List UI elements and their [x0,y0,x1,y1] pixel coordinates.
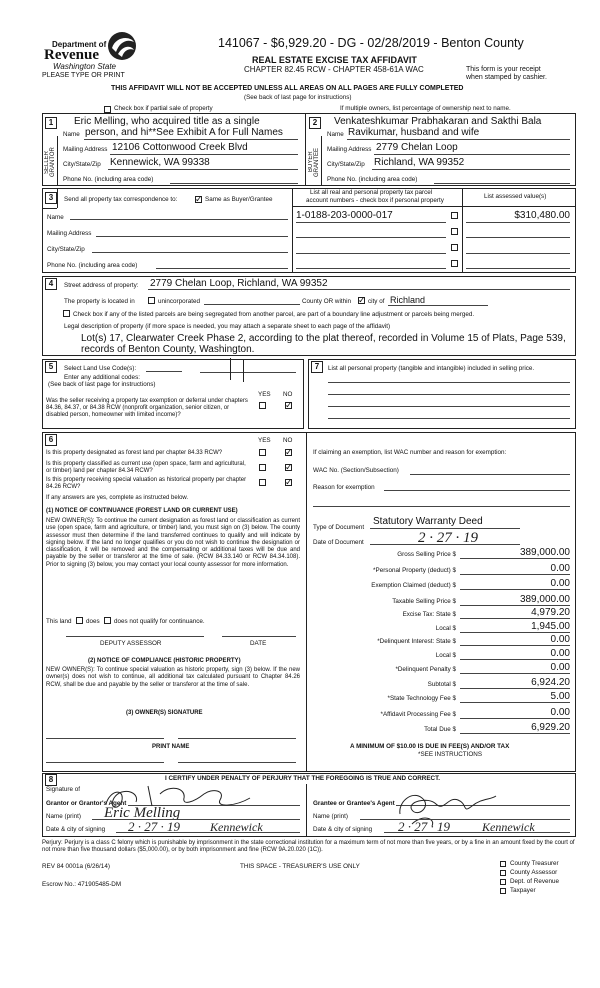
personal-property-checkbox-1[interactable] [451,212,458,219]
calc-row-label: *Personal Property (deduct) $ [373,567,456,574]
notice-compliance-title: (2) NOTICE OF COMPLIANCE (HISTORIC PROPERTY) [88,658,241,664]
personal-property-label: List all personal property (tangible and intangible) included in selling price. [328,365,535,372]
parcel-number-1[interactable]: 1-0188-203-0000-017 [296,210,393,221]
owner-signature-field-1[interactable] [46,738,164,739]
personal-property-checkbox-3[interactable] [451,244,458,251]
exemption-reason-field-1[interactable] [384,490,570,491]
legal-description-label: Legal description of property (if more space is needed, you may attach a separate sheet to each page of the affidavit) [64,323,391,330]
calc-row-value[interactable]: 0.00 [550,707,570,718]
minimum-fee-note: A MINIMUM OF $10.00 IS DUE IN FEE(S) AND/OR TAX [350,743,510,750]
historic-yes[interactable] [259,479,266,486]
section-5-number: 5 [45,361,57,373]
calc-row-value[interactable]: 389,000.00 [519,594,570,605]
copy-label: County Treasurer [510,860,559,867]
forest-land-no-check-icon: ✓ [285,447,293,457]
logo-dept: Department of [52,40,107,49]
personal-property-checkbox-2[interactable] [451,228,458,235]
calc-row-value[interactable]: 0.00 [550,662,570,673]
personal-property-field-4[interactable] [328,418,570,419]
assessed-value-3[interactable] [466,253,570,254]
section-2-number: 2 [309,117,321,129]
section3-name-field[interactable] [70,219,288,220]
seller-exemption-no-check-icon: ✓ [285,400,293,410]
calc-row-value[interactable]: 0.00 [550,634,570,645]
parcel-number-3[interactable] [296,253,446,254]
calc-row-label: Local $ [435,625,456,632]
calc-row-label: Exemption Claimed (deduct) $ [371,582,456,589]
warning-sub: (See back of last page for instructions) [244,94,352,101]
perjury-statement: Perjury: Perjury is a class C felony which is punishable by imprisonment in the state correctional institution for a maximum term of not more than five years, or by a fine in an amount fixed by the court of not more than five thousand dollars ($5,000.00), or by both imprisonment and fine (RCW 9A.20.020 (1C)). [42,840,575,854]
grantor-city-field[interactable]: Kennewick [210,820,263,834]
owner-print-name-field-1[interactable] [46,762,164,763]
historic-no-check-icon: ✓ [285,477,293,487]
copy-checkbox[interactable] [500,861,506,867]
personal-property-field-2[interactable] [328,394,570,395]
personal-property-field-1[interactable] [328,382,570,383]
calc-row-label: Total Due $ [424,726,456,733]
seller-phone-field[interactable] [170,183,298,184]
notice-continuance-body: NEW OWNER(S): To continue the current designation as forest land or classification as current use (open space, farm and agriculture, or timber) land, you must sign on (3) below. The county assessor must then determine if the land transferred continues to qualify and will indicate by signing below. If the land no longer qualifies or you do not wish to continue the designation or classification, it will be removed and the compensating or additional taxes will be due and payable by the seller or transferor at the time of sale. (RCW 84.33.140 or RCW 84.34.108). Prior to signing (3) below, you may contact your local county assessor for more information. [46,518,300,568]
land-use-label: Select Land Use Code(s): [64,365,137,372]
calc-row-value[interactable]: 389,000.00 [519,547,570,558]
calc-row-value[interactable]: 0.00 [550,578,570,589]
document-type-field[interactable]: Statutory Warranty Deed [373,516,483,527]
form-chapter: CHAPTER 82.45 RCW - CHAPTER 458-61A WAC [244,65,424,74]
seller-side-label: SELLER GRANTOR [44,147,56,177]
parcel-header-2: account numbers - check box if personal property [306,197,444,204]
escrow-number: Escrow No.: 471905485-DM [42,881,122,888]
copy-checkbox[interactable] [500,870,506,876]
copy-label: County Assessor [510,869,558,876]
buyer-city-field[interactable]: Richland, WA 99352 [374,157,465,168]
multiple-owners-note: If multiple owners, list percentage of ownership next to name. [340,105,511,112]
affidavit-page: Department of Revenue Washington State PLEASE TYPE OR PRINT 141067 - $6,929.20 - DG - 02/28/2019 - Benton County REAL ESTATE EXCISE TAX AFFIDAVIT CHAPTER 82.45 RCW - CHAPTER 458-61A WAC This form is your receipt when stamped by cashier. THIS AFFIDAVIT WILL NOT BE ACCEPTED UNLESS ALL AREAS ON ALL PAGES ARE FULLY COMPLETED (See back of last page for instructions) Check box if partial sale of property If multiple owners, list percentage of ownership next to name. 1 SELLER GRANTOR Eric Melling, who acquired title as a single Name person, and hi**See Exhibit A for Full Names Mailing Address 12106 Cottonwood Creek Blvd City/State/Zip Kennewick, WA 99338 Phone No. (including area code) 2 BUYER GRANTEE Venkateshkumar Prabhakaran and Sakthi Bala Name Ravikumar, husband and wife Mailing Address 2779 Chelan Loop City/State/Zip Richland, WA 99352 Phone No. (including area code) 3 Send all property tax correspondence to: ✓ Same as Buyer/Grantee Name Mailing Address City/State/Zip Phone No. (including area code) List all real and personal property tax parcel account numbers - check box if personal property List assessed value(s) 1-0188-203-0000-017 $310,480.00 4 Street address of property: 2779 Chelan Loop, Richland, WA 99352 The property is located in unincorporated County OR within ✓ city of Richland Check box if any of the listed parcels are being segregated from another parcel, are part of a boundary line adjustment or parcels being merged. Legal description of property (if more space is needed, you may attach a separate sheet to each page of the affidavit) Lot(s) 17, Clearwater Creek Phase 2, according to the plat thereof, recorded in Volume 15 of Plats, Page 539, records of Benton County, Washington. 5 Select Land Use Code(s): Enter any additional codes: (See back of last page for instructions) YES NO Was the seller receiving a property tax exemption or deferral under chapters 84.36, 84.37, or 84.38 RCW (nonprofit organization, senior citizen, or disabled person, homeowner with limited income)? ✓ 7 List all personal property (tangible and intangible) included in selling price. 6 YES NO Is this property designated as forest land per chapter 84.33 RCW? ✓ Is this property classified as current use (open space, farm and agricultural, or timber) land per chapter 84.34 RCW? ✓ Is this property receiving special valuation as historical property per chapter 84.26 RCW? ✓ If any answers are yes, complete as instructed below. (1) NOTICE OF CONTINUANCE (FOREST LAND OR CURRENT USE) NEW OWNER(S): To continue the current designation as forest land or classification as current use (open space, farm and agriculture, or timber) land, you must sign on (3) below. The county assessor must then determine if the land transferred continues to qualify and will indicate by signing below. If the land no longer qualifies or you do not wish to continue the designation or classification, it will be removed and the compensating or additional taxes will be due and payable by the seller or transferor at the time of sale. (RCW 84.33.140 or RCW 84.34.108). Prior to signing (3) below, you may contact your local county assessor for more information. This land does does not qualify for continuance. DEPUTY ASSESSOR DATE (2) NOTICE OF COMPLIANCE (HISTORIC PROPERTY) NEW OWNER(S): To continue special valuation as historic property, sign (3) below. If the new owner(s) does not wish to continue, all additional tax calculated pursuant to Chapter 84.26 RCW, shall be due and payable by the seller or transferor at the time of sale. (3) OWNER(S) SIGNATURE PRINT NAME If claiming an exemption, list WAC number and reason for exemption: WAC No. (Section/Subsection) Reason for exemption Type of Document Statutory Warranty Deed Date of Document 2 · 27 · 19 Gross Selling Price $ 389,000.00 *Personal Property (deduct) $ 0.00 Exemption Claimed (deduct) $ 0.00 Taxable Selling Price $ 389,000.00 Excise Tax: State $ 4,979.20 Local $ 1,945.00 *Delinquent Interest: State $ 0.00 Local $ 0.00 *Delinquent Penalty $ 0.00 Subtotal $ 6,924.20 *State Technology Fee $ 5.00 *Affidavit Processing Fee $ 0.00 Total Due $ 6,929.20 A MINIMUM OF $10.00 IS DUE IN FEE(S) AND/OR TAX *SEE INSTRUCTIONS 8 I CERTIFY UNDER PENALTY OF PERJURY THAT THE FOREGOING IS TRUE AND CORRECT. Signature of Grantor or Grantor's Agent Name (print) Eric Melling Date & city of signing 2 · 27 · 19 Kennewick Grantee or Grantee's Agent Name (print) Date & city of signing 2 · 27 · 19 Kennewick Perjury: Perjury is a class C felony which is punishable by imprisonment in the state correctional institution for a maximum term of not more than five years, or by a fine in an amount fixed by the court of not more than five thousand dollars ($5,000.00), or by both imprisonment and fine (RCW 9A.20.020 (1C)). REV 84 0001a (6/26/14) THIS SPACE - TREASURER'S USE ONLY Escrow No.: 471905485-DM County Treasurer County Assessor Dept. of Revenue Taxpayer [0,0,600,988]
forest-land-yes[interactable] [259,449,266,456]
send-correspondence-label: Send all property tax correspondence to: [64,196,178,203]
assessed-header: List assessed value(s) [484,193,547,200]
calc-row-label: Local $ [435,652,456,659]
current-use-yes[interactable] [259,464,266,471]
seller-mailing-field[interactable]: 12106 Cottonwood Creek Blvd [112,142,248,153]
exemption-wac-label: If claiming an exemption, list WAC number and reason for exemption: [313,449,507,456]
owner-signature-label: (3) OWNER(S) SIGNATURE [126,710,203,716]
calc-row-value[interactable]: 6,924.20 [531,677,570,688]
section-8-number: 8 [45,774,57,786]
seller-name-field[interactable]: person, and hi**See Exhibit A for Full Names [85,127,283,138]
segregated-checkbox[interactable] [63,310,70,317]
copy-label: Taxpayer [510,887,536,894]
additional-codes-field[interactable] [200,372,296,373]
copy-label: Dept. of Revenue [510,878,560,885]
assessed-value-2[interactable] [466,237,570,238]
assessed-value-1[interactable]: $310,480.00 [514,210,570,221]
receipt-note-1: This form is your receipt [466,66,541,73]
calc-row-label: *Delinquent Interest: State $ [377,638,456,645]
current-use-no-check-icon: ✓ [285,462,293,472]
section-7-number: 7 [311,361,323,373]
calc-row-value[interactable]: 0.00 [550,563,570,574]
grantee-print-name-field[interactable] [360,819,570,820]
receipt-note-2: when stamped by cashier. [466,74,547,81]
seller-exemption-yes[interactable] [259,402,266,409]
logo-state: Washington State [53,62,117,71]
wac-number-field[interactable] [410,474,570,475]
historic-question: Is this property receiving special valuation as historical property per chapter 84.26 RCW? [46,477,247,490]
page-title: 141067 - $6,929.20 - DG - 02/28/2019 - Benton County [218,36,524,50]
seller-name-line1: Eric Melling, who acquired title as a single [74,116,260,127]
section-3-number: 3 [45,192,57,204]
partial-sale-label: Check box if partial sale of property [114,105,213,112]
legal-description-line1[interactable]: Lot(s) 17, Clearwater Creek Phase 2, according to the plat thereof, recorded in Volume 15 of Plats, Page 539, [81,333,566,344]
buyer-name-line1: Venkateshkumar Prabhakaran and Sakthi Bala [334,116,542,127]
forest-land-question: Is this property designated as forest land per chapter 84.33 RCW? [46,450,223,456]
calc-row-label: Taxable Selling Price $ [392,598,456,605]
unincorporated-checkbox[interactable] [148,297,155,304]
calc-row-value[interactable]: 6,929.20 [531,722,570,733]
warning-text: THIS AFFIDAVIT WILL NOT BE ACCEPTED UNLESS ALL AREAS ON ALL PAGES ARE FULLY COMPLETED [111,85,464,92]
owner-print-name-field-2[interactable] [178,762,296,763]
deputy-date-field[interactable] [222,636,296,637]
copy-checkbox[interactable] [500,888,506,894]
calc-row-value[interactable]: 5.00 [550,691,570,702]
notice-compliance-body: NEW OWNER(S): To continue special valuation as historic property, sign (3) below. If the new owner(s) does not wish to continue, all additional tax calculated pursuant to Chapter 84.26 RCW, shall be due and payable by the seller or transferor at the time of sale. [46,667,300,688]
land-does-checkbox[interactable] [76,617,83,624]
calc-row-label: *Affidavit Processing Fee $ [380,711,456,718]
calc-row-value[interactable]: 0.00 [550,648,570,659]
exemption-reason-field-2[interactable] [313,506,570,507]
seller-phone-label: Phone No. (including area code) [63,176,154,183]
section3-city-field[interactable] [92,252,288,253]
grantee-city-field[interactable]: Kennewick [482,820,535,834]
same-as-buyer-label: Same as Buyer/Grantee [205,196,273,203]
section-1-number: 1 [45,117,57,129]
section3-phone-field[interactable] [156,268,288,269]
assessed-value-4[interactable] [466,268,570,269]
same-as-buyer-check-icon: ✓ [195,194,203,204]
buyer-side-label: BUYER GRANTEE [308,147,320,177]
personal-property-checkbox-4[interactable] [451,260,458,267]
treasurer-use-label: THIS SPACE - TREASURER'S USE ONLY [240,863,360,870]
land-use-code-field[interactable] [146,371,182,372]
grantor-date-field[interactable]: 2 · 27 · 19 [128,819,180,834]
form-title: REAL ESTATE EXCISE TAX AFFIDAVIT [252,55,417,65]
calc-row-label: *State Technology Fee $ [387,695,456,702]
calc-row-label: *Delinquent Penalty $ [395,666,456,673]
current-use-question: Is this property classified as current use (open space, farm and agricultural, or timber) land per chapter 84.34 RCW? [46,461,246,474]
print-note: PLEASE TYPE OR PRINT [42,72,125,79]
dor-swirl-icon [104,30,140,62]
calc-row-value[interactable]: 4,979.20 [531,607,570,618]
seller-exemption-question: Was the seller receiving a property tax exemption or deferral under chapters 84.36, 84.37, or 84.38 RCW (nonprofit organization, senior citizen, or disabled person, homeowner with limited income)? [46,398,248,418]
buyer-phone-field[interactable] [434,183,570,184]
buyer-phone-label: Phone No. (including area code) [327,176,418,183]
parcel-number-2[interactable] [296,237,446,238]
city-name-field[interactable]: Richland [390,295,426,305]
buyer-name-field[interactable]: Ravikumar, husband and wife [348,127,480,138]
owner-signature-field-2[interactable] [178,738,296,739]
deputy-assessor-signature-field[interactable] [66,636,204,637]
buyer-mailing-field[interactable]: 2779 Chelan Loop [376,142,458,153]
calc-row-label: Excise Tax: State $ [402,611,456,618]
parcel-number-4[interactable] [296,268,446,269]
segregated-label: Check box if any of the listed parcels are being segregated from another parcel, are part of a boundary line adjustment or parcels being merged. [73,311,475,318]
seller-city-field[interactable]: Kennewick, WA 99338 [110,157,210,168]
notice-continuance-title: (1) NOTICE OF CONTINUANCE (FOREST LAND OR CURRENT USE) [46,508,238,514]
calc-row-value[interactable]: 1,945.00 [531,621,570,632]
copy-checkbox[interactable] [500,879,506,885]
property-street-field[interactable]: 2779 Chelan Loop, Richland, WA 99352 [150,278,328,289]
partial-sale-checkbox[interactable] [104,106,111,113]
grantee-date-field[interactable]: 2 · 27 · 19 [398,819,450,834]
county-name-field[interactable] [204,304,300,305]
section-4-number: 4 [45,278,57,290]
calc-row-label: Gross Selling Price $ [397,551,456,558]
document-date-field[interactable]: 2 · 27 · 19 [418,530,478,546]
personal-property-field-3[interactable] [328,406,570,407]
logo-revenue: Revenue [44,47,99,63]
calc-row-label: Subtotal $ [427,681,456,688]
legal-description-line2[interactable]: records of Benton County, Washington. [81,344,255,355]
section-6-number: 6 [45,434,57,446]
certify-statement: I CERTIFY UNDER PENALTY OF PERJURY THAT THE FOREGOING IS TRUE AND CORRECT. [165,775,440,782]
see-instructions-note: *SEE INSTRUCTIONS [418,751,483,758]
pen-mark [230,358,231,380]
grantor-print-name-field[interactable]: Eric Melling [104,805,181,821]
land-does-not-checkbox[interactable] [104,617,111,624]
parcel-header-1: List all real and personal property tax parcel [310,189,433,196]
form-revision: REV 84 0001a (6/26/14) [42,863,110,870]
print-name-label: PRINT NAME [152,744,190,750]
section3-mailing-field[interactable] [96,236,288,237]
within-city-check-icon: ✓ [358,295,366,305]
